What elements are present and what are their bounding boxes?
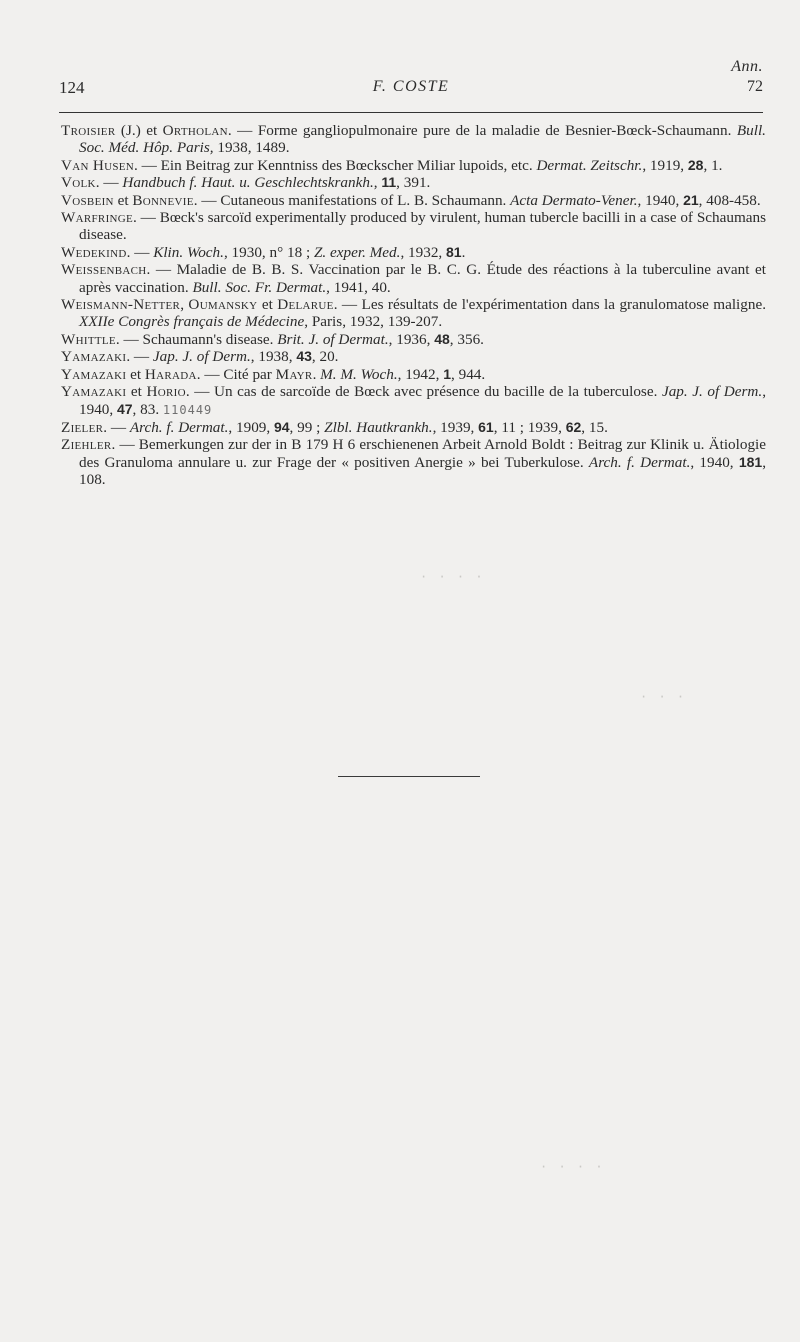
author-name: Van Husen — [61, 156, 135, 174]
author-name: Weissenbach — [61, 261, 147, 279]
author-name: Mayr — [275, 365, 313, 383]
reference-text: (J.) et — [115, 122, 163, 139]
author-name: Weismann-Netter — [61, 296, 181, 314]
reference-text: , 108. — [79, 453, 767, 489]
reference-text: . — [461, 243, 466, 261]
volume-number: 11 — [381, 174, 397, 191]
reference-text: 1938, 1489. — [213, 139, 290, 157]
reference-entry-yamazaki-harada — [61, 366, 766, 383]
reference-text: , 1938, — [250, 348, 297, 366]
reference-text: . — Ein Beitrag zur Kenntniss des Bœckscher Miliar lupoids, etc. — [134, 156, 537, 174]
reference-text: , 1932, — [400, 243, 447, 261]
reference-text: et — [257, 296, 278, 314]
volume-number: 47 — [116, 400, 133, 417]
reference-text: , 1940, — [637, 191, 684, 209]
reference-text: . — Les résultats de l'expérimentation dans la granulomatose maligne. — [333, 296, 766, 314]
reference-text: , 20. — [311, 348, 339, 366]
end-rule — [338, 776, 480, 777]
journal-title: Jap. J. of Derm. — [152, 348, 251, 366]
author-name: Yamazaki — [61, 348, 127, 366]
running-head: F. COSTE — [372, 78, 450, 95]
author-name: Yamazaki — [61, 365, 127, 383]
reference-text: . — [312, 365, 321, 383]
reference-entry-vosbein — [61, 192, 766, 209]
reference-text: , 391. — [396, 174, 431, 192]
journal-title: XXIIe Congrès français de Médecine — [79, 313, 305, 331]
reference-entry-volk — [61, 174, 766, 191]
reference-entry-yamazaki-horio — [61, 383, 766, 419]
author-name: Delarue — [277, 296, 334, 314]
reference-entry-zieler — [61, 419, 766, 436]
author-name: Whittle — [61, 330, 116, 348]
volume-number: 43 — [296, 348, 312, 365]
volume-number: 28 — [687, 156, 704, 173]
reference-text: , — [373, 174, 382, 192]
reference-entry-warfringe — [61, 209, 766, 244]
journal-title: Bull. Soc. Fr. Dermat. — [192, 278, 327, 296]
reference-text: . — Maladie de B. B. S. Vaccination par le B. C. G. Étude des réactions à la tuberculine avant et après vaccination. — [79, 261, 766, 296]
volume-number: 81 — [446, 243, 462, 260]
reference-text: . — Cutaneous manifestations of L. B. Schaumann. — [193, 191, 511, 209]
author-name: Zieler — [61, 418, 104, 436]
author-name: Vosbein — [61, 191, 114, 209]
reference-text: , 1930, n° 18 ; — [223, 243, 314, 261]
journal-title: Klin. Woch. — [153, 243, 224, 261]
reference-text: . — — [126, 243, 154, 261]
reference-text: et — [126, 365, 145, 383]
reference-text: , 408-458. — [698, 191, 761, 209]
page-header — [59, 78, 763, 100]
reference-text: , 356. — [449, 330, 484, 348]
author-name: Yamazaki — [61, 383, 127, 401]
journal-title: M. M. Woch. — [320, 365, 398, 383]
author-name: Harada — [144, 365, 197, 383]
volume-number: 72 — [747, 78, 763, 95]
journal-title: Brit. J. of Dermat. — [277, 330, 389, 348]
reference-text: et — [113, 191, 133, 209]
author-name: Volk — [61, 174, 96, 192]
reference-text: , 1942, — [397, 365, 444, 383]
page-number: 124 — [59, 78, 85, 97]
volume-number: 48 — [434, 330, 450, 347]
author-name: Horio — [146, 383, 186, 401]
volume-number: 181 — [738, 453, 763, 470]
journal-title: Arch. f. Dermat. — [129, 418, 229, 436]
reference-text: , — [180, 296, 189, 314]
journal-title: Zlbl. Hautkrankh. — [324, 418, 433, 436]
bleed-through-mark: · · · · — [420, 570, 485, 584]
reference-text: , 1936, — [388, 330, 435, 348]
reference-text: , 1909, — [228, 418, 274, 436]
author-name: Ortholan — [162, 122, 228, 139]
reference-text: , 1940, — [79, 383, 766, 418]
reference-entry-weissenbach — [61, 261, 766, 296]
volume-number: 94 — [273, 418, 290, 435]
reference-text: , 944. — [451, 365, 486, 383]
journal-title: Acta Dermato-Vener. — [510, 191, 638, 209]
reference-text: , 15. — [581, 418, 608, 436]
reference-text: , 1939, — [432, 418, 479, 436]
volume-number: 62 — [565, 418, 582, 435]
journal-title: Z. exper. Med. — [313, 243, 401, 261]
reference-text: , 1. — [703, 156, 723, 174]
reference-entry-troisier — [61, 122, 766, 157]
reference-entry-yamazaki — [61, 348, 766, 365]
volume-number: 61 — [478, 418, 494, 435]
annotation-top-right: Ann. — [731, 58, 763, 75]
author-name: Wedekind — [61, 243, 127, 261]
reference-text: , 1941, 40. — [326, 278, 391, 296]
reference-text: . — Schaumann's disease. — [115, 330, 278, 348]
header-rule — [59, 112, 763, 113]
author-name: Troisier — [61, 122, 116, 139]
author-name: Ziehler — [61, 436, 112, 454]
reference-text: . — — [126, 348, 153, 366]
volume-number: 21 — [683, 191, 699, 208]
bleed-through-mark: · · · — [640, 690, 687, 704]
reference-list — [61, 122, 766, 489]
reference-text: , 11 ; 1939, — [493, 418, 566, 436]
author-name: Oumansky — [188, 296, 258, 314]
journal-title: Jap. J. of Derm. — [661, 383, 763, 401]
reference-text: . — — [95, 174, 123, 192]
author-name: Warfringe — [61, 209, 134, 227]
reference-text: , 1940, — [690, 453, 739, 471]
library-stamp: 110449 — [162, 402, 213, 417]
author-name: Bonnevie — [132, 191, 194, 209]
reference-entry-ziehler — [61, 436, 766, 488]
reference-entry-whittle — [61, 331, 766, 348]
reference-text: , 1919, — [642, 156, 688, 174]
reference-text: et — [126, 383, 147, 401]
reference-entry-van-husen — [61, 157, 766, 174]
journal-title: Bull. Soc. Méd. Hôp. Paris, — [79, 122, 766, 157]
reference-text: . — — [103, 418, 130, 436]
reference-text: . — Bemerkungen zur der in B 179 H 6 erschienenen Arbeit Arnold Boldt : Beitrag zur Klinik u. Ätiologie des Granuloma annulare u. zur Frage der « positiven Anergie » bei Tuberkulose. — [79, 436, 766, 471]
reference-text: . — Forme gangliopulmonaire pure de la maladie de Besnier-Bœck-Schaumann. — [227, 122, 737, 139]
journal-title: Dermat. Zeitschr. — [536, 156, 643, 174]
reference-entry-wedekind — [61, 244, 766, 261]
reference-text: , Paris, 1932, 139-207. — [304, 313, 443, 331]
reference-text: , 83. — [132, 400, 163, 418]
journal-title: Handbuch f. Haut. u. Geschlechtskrankh. — [122, 174, 374, 192]
bleed-through-mark: · · · · — [540, 1160, 605, 1174]
reference-text: , 99 ; — [289, 418, 325, 436]
reference-text: . — Bœck's sarcoïd experimentally produced by virulent, human tubercle bacilli in a case of Schaumans disease. — [79, 209, 766, 244]
volume-number: 1 — [443, 365, 451, 382]
journal-title: Arch. f. Dermat. — [588, 453, 691, 471]
reference-text: . — Cité par — [196, 365, 276, 383]
reference-text: . — Un cas de sarcoïde de Bœck avec présence du bacille de la tuberculose. — [185, 383, 662, 401]
reference-entry-weismann-netter — [61, 296, 766, 331]
